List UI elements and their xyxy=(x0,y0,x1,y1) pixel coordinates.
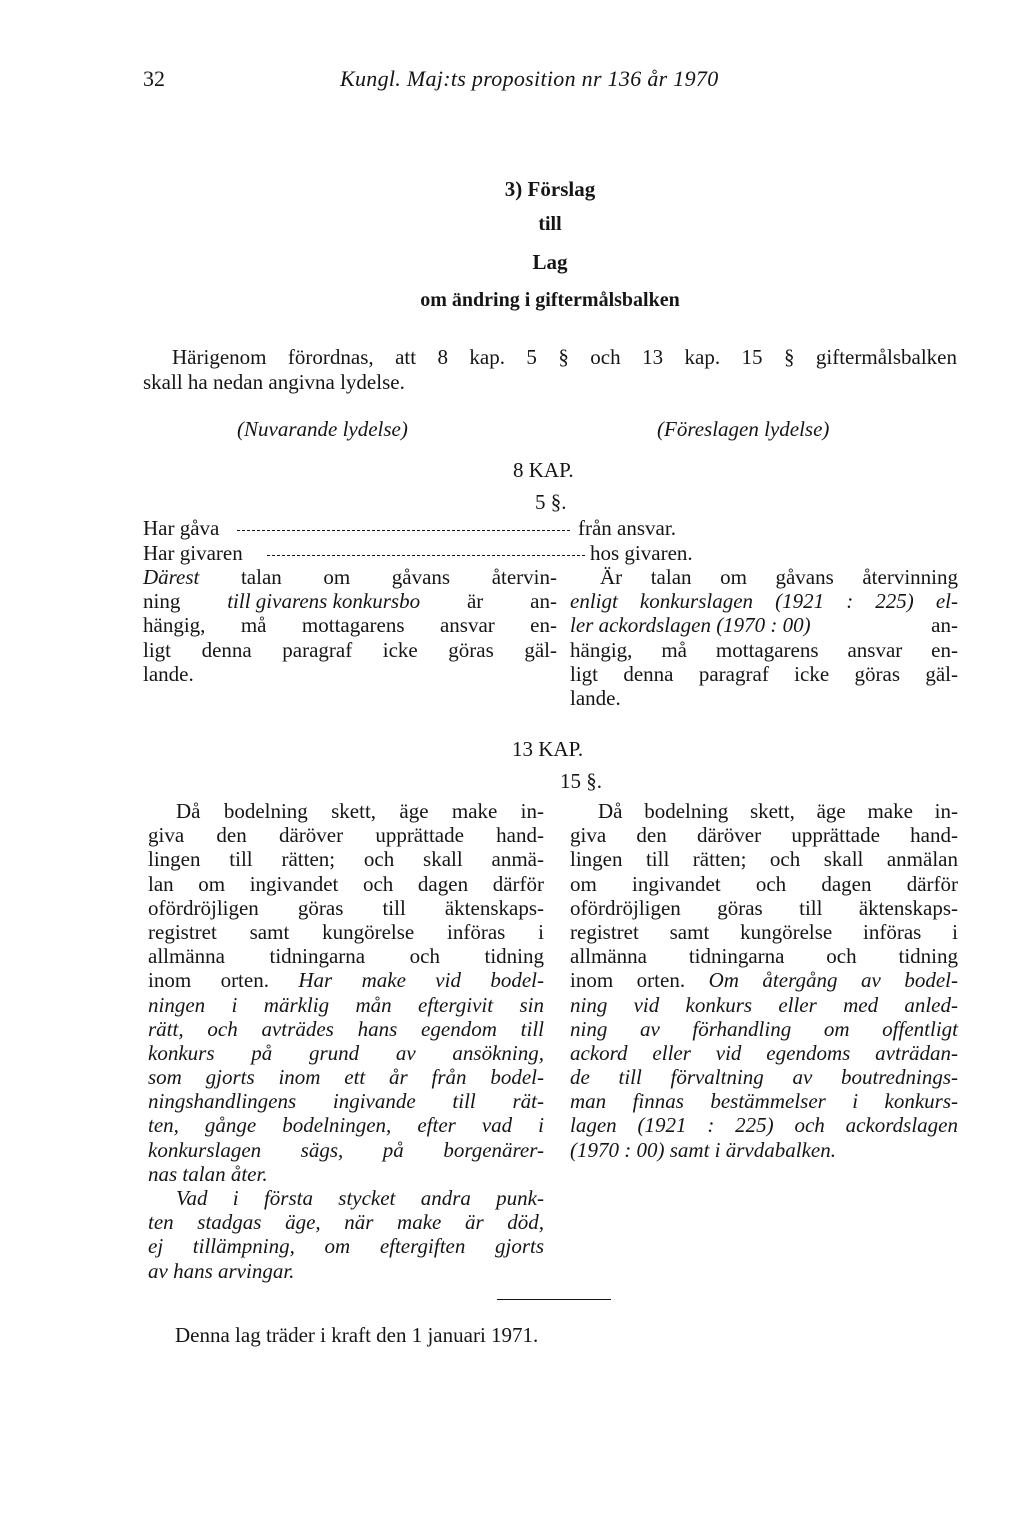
text-line: ning av förhandling om offentligt xyxy=(570,1016,958,1041)
chapter-13-proposed-text xyxy=(570,799,958,1162)
text-line: konkurs på grund av ansökning, xyxy=(148,1040,544,1065)
text-line: enligt konkurslagen (1921 : 225) el- xyxy=(570,589,958,614)
column-header-current: (Nuvarande lydelse) xyxy=(237,417,408,441)
proposal-number-title: 3) Förslag xyxy=(504,177,596,201)
text-line: ningen i märklig mån eftergivit sin xyxy=(148,992,544,1017)
title-law-name: om ändring i giftermålsbalken xyxy=(420,289,680,311)
separator-rule xyxy=(497,1299,611,1300)
chapter-8-current-text xyxy=(143,565,557,686)
text-line: lingen till rätten; och skall anmälan xyxy=(570,847,958,872)
chapter-13-section: 15 §. xyxy=(560,769,602,793)
text-line: inom orten. Har make vid bodel- xyxy=(148,968,544,993)
text-line: av hans arvingar. xyxy=(148,1258,295,1283)
effective-date-text: Denna lag träder i kraft den 1 januari 1971. xyxy=(175,1323,539,1347)
row1-dash-line xyxy=(237,530,570,531)
text-line: ler ackordslagen (1970 : 00) an- xyxy=(570,613,958,638)
title-till: till xyxy=(538,213,562,235)
text-line: (1970 : 00) samt i ärvdabalken. xyxy=(570,1137,836,1162)
text-line: ligt denna paragraf icke göras gäl- xyxy=(570,661,958,686)
text-line: nas talan åter. xyxy=(148,1161,268,1186)
running-title: Kungl. Maj:ts proposition nr 136 år 1970 xyxy=(340,66,719,91)
text-line: Därest talan om gåvans återvin- xyxy=(143,565,557,589)
text-line: ej tillämpning, om eftergiften gjorts xyxy=(148,1234,544,1259)
text-line: inom orten. Om återgång av bodel- xyxy=(570,968,958,993)
text-line: lagen (1921 : 225) och ackordslagen xyxy=(570,1113,958,1138)
text-line: ligt denna paragraf icke göras gäl- xyxy=(143,637,557,662)
text-line: Är talan om gåvans återvinning xyxy=(600,565,958,589)
text-line: om ingivandet och dagen därför xyxy=(570,871,958,896)
chapter-8-section: 5 §. xyxy=(535,490,567,514)
text-line: giva den däröver upprättade hand- xyxy=(148,823,544,848)
text-line: lande. xyxy=(143,661,194,686)
text-line: ningshandlingens ingivande till rät- xyxy=(148,1089,544,1114)
text-line: giva den däröver upprättade hand- xyxy=(570,823,958,848)
text-line: allmänna tidningarna och tidning xyxy=(148,944,544,969)
text-line: Då bodelning skett, äge make in- xyxy=(176,799,544,823)
text-line: registret samt kungörelse införas i xyxy=(148,919,544,944)
text-line: registret samt kungörelse införas i xyxy=(570,919,958,944)
title-lag: Lag xyxy=(532,250,568,274)
text-line: lan om ingivandet och dagen därför xyxy=(148,871,544,896)
chapter-13-current-text xyxy=(148,799,544,1283)
text-line: allmänna tidningarna och tidning xyxy=(570,944,958,969)
row2-left-text: Har givaren xyxy=(143,541,243,565)
chapter-13-heading: 13 KAP. xyxy=(512,737,584,761)
chapter-8-proposed-text xyxy=(570,565,958,710)
text-line: de till förvaltning av boutrednings- xyxy=(570,1065,958,1090)
intro-line-2: skall ha nedan angivna lydelse. xyxy=(143,370,405,394)
text-line: ofördröjligen göras till äktenskaps- xyxy=(570,895,958,920)
row1-left-text: Har gåva xyxy=(143,516,220,540)
row2-dash-line xyxy=(267,555,585,556)
text-line: rätt, och avträdes hans egendom till xyxy=(148,1016,544,1041)
text-line: man finnas bestämmelser i konkurs- xyxy=(570,1089,958,1114)
row2-right-text: hos givaren. xyxy=(590,541,693,565)
text-line: hängig, må mottagarens ansvar en- xyxy=(143,613,557,638)
text-line: hängig, må mottagarens ansvar en- xyxy=(570,637,958,662)
text-line: som gjorts inom ett år från bodel- xyxy=(148,1065,544,1090)
row1-right-text: från ansvar. xyxy=(578,516,676,540)
text-line: Vad i första stycket andra punk- xyxy=(176,1186,544,1210)
text-line: ning vid konkurs eller med anled- xyxy=(570,992,958,1017)
page-number: 32 xyxy=(143,66,165,91)
text-line: lingen till rätten; och skall anmä- xyxy=(148,847,544,872)
chapter-8-heading: 8 KAP. xyxy=(513,458,574,482)
text-line: ackord eller vid egendoms avträdan- xyxy=(570,1040,958,1065)
text-line: lande. xyxy=(570,685,621,710)
text-line: ten, gånge bodelningen, efter vad i xyxy=(148,1113,544,1138)
text-line: konkurslagen sägs, på borgenärer- xyxy=(148,1137,544,1162)
text-line: ning till givarens konkursbo är an- xyxy=(143,589,557,614)
text-line: Då bodelning skett, äge make in- xyxy=(598,799,958,823)
intro-line-1: Härigenom förordnas, att 8 kap. 5 § och 13 kap. 15 § giftermålsbalken xyxy=(172,345,957,369)
text-line: ten stadgas äge, när make är död, xyxy=(148,1210,544,1235)
text-line: ofördröjligen göras till äktenskaps- xyxy=(148,895,544,920)
column-header-proposed: (Föreslagen lydelse) xyxy=(657,417,830,441)
